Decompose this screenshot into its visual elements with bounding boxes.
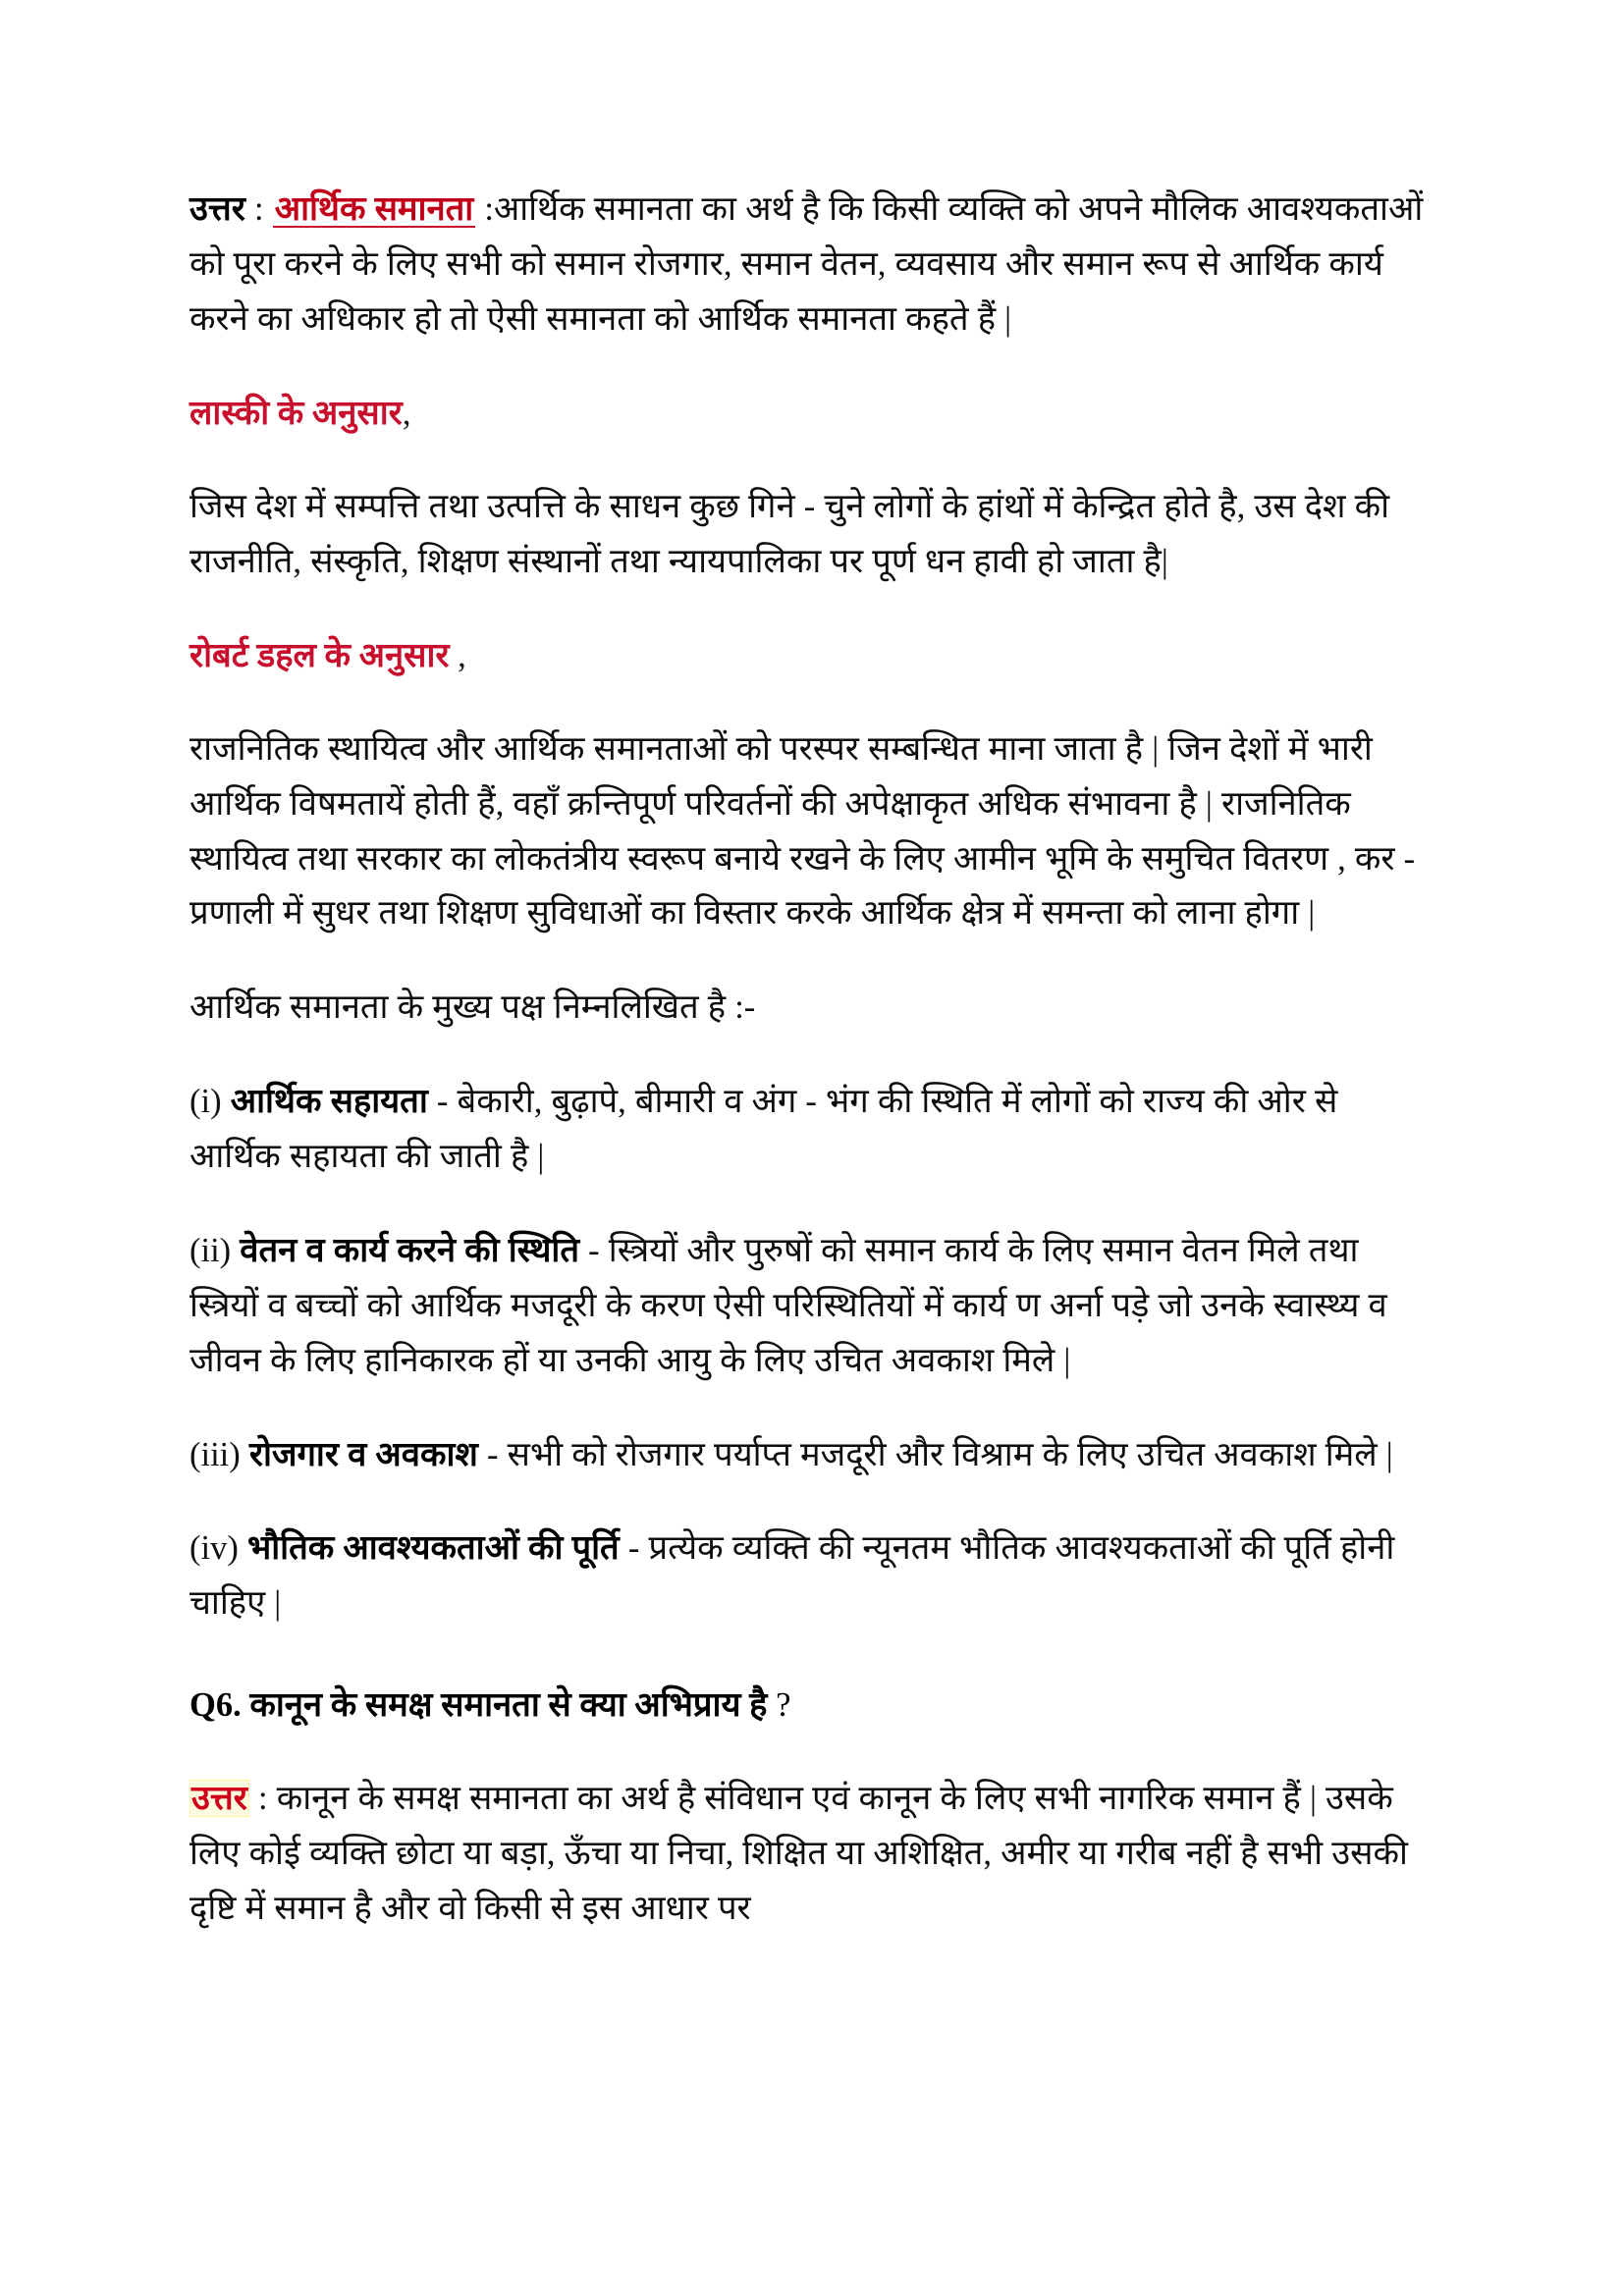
dahl-heading-comma: , — [449, 636, 466, 674]
aspect-item — [189, 1224, 1432, 1389]
answer-colon-1: : — [244, 190, 273, 228]
aspect-item — [189, 1522, 1432, 1631]
aspect-marker: (iv) — [189, 1529, 239, 1568]
answer-body-1: आर्थिक समानता का अर्थ है कि किसी व्यक्ति को अपने मौलिक आवश्यकताओं को पूरा करने के लिए सभी को समान रोजगार, समान वेतन, व्यवसाय और समान रूप से आर्थिक कार्य करने का अधिकार हो तो ऐसी समानता को आर्थिक समानता कहते हैं | — [189, 190, 1424, 338]
topic-colon: : — [475, 190, 494, 228]
aspect-dash: - — [477, 1435, 508, 1473]
aspect-title: रोजगार व अवकाश — [248, 1435, 478, 1473]
question-text: कानून के समक्ष समानता से क्या अभिप्राय है — [241, 1686, 777, 1725]
answer-paragraph-1 — [189, 183, 1432, 347]
answer-label-1: उत्तर — [189, 190, 245, 228]
aspect-item — [189, 1075, 1432, 1185]
aspect-title: भौतिक आवश्यकताओं की पूर्ति — [246, 1529, 620, 1568]
answer-label-2: उत्तर — [191, 1780, 247, 1818]
aspect-marker: (i) — [189, 1083, 222, 1121]
question-mark: ? — [776, 1686, 791, 1725]
aspect-dash: - — [579, 1231, 609, 1269]
dahl-paragraph: राजनितिक स्थायित्व और आर्थिक समानताओं को परस्पर सम्बन्धित माना जाता है | जिन देशों में भारी आर्थिक विषमतायें होती हैं, वहाँ क्रन्तिपूर्ण परिवर्तनों की अपेक्षाकृत अधिक संभावना है | राजनितिक स्थायित्व तथा सरकार का लोकतंत्रीय स्वरूप बनाये रखने के लिए आमीन भूमि के समुचित वितरण , कर - प्रणाली में सुधर तथा शिक्षण सुविधाओं का विस्तार करके आर्थिक क्षेत्र में समन्ता को लाना होगा | — [189, 729, 1416, 933]
answer-paragraph-2 — [189, 1772, 1432, 1937]
page-content — [189, 183, 1432, 1937]
laski-heading-comma: , — [402, 394, 411, 432]
topic-highlight: आर्थिक समानता — [274, 190, 474, 228]
question-6-heading — [189, 1679, 1432, 1733]
aspect-dash: - — [619, 1529, 649, 1568]
aspect-dash: - — [427, 1083, 458, 1121]
dahl-heading — [189, 629, 1432, 683]
aspect-text: प्रत्येक व्यक्ति की न्यूनतम भौतिक आवश्यकताओं की पूर्ति होनी चाहिए | — [189, 1529, 1395, 1623]
aspects-intro: आर्थिक समानता के मुख्य पक्ष निम्नलिखित है :- — [189, 988, 756, 1027]
aspect-text: बेकारी, बुढ़ापे, बीमारी व अंग - भंग की स्थिति में लोगों को राज्य की ओर से आर्थिक सहायता की जाती है | — [189, 1083, 1338, 1175]
laski-heading — [189, 387, 1432, 441]
aspect-item — [189, 1428, 1432, 1483]
aspect-marker: (iii) — [189, 1435, 241, 1473]
answer-body-2: कानून के समक्ष समानता का अर्थ है संविधान एवं कानून के लिए सभी नागरिक समान हैं | उसके लिए कोई व्यक्ति छोटा या बड़ा, ऊँचा या निचा, शिक्षित या अशिक्षित, अमीर या गरीब नहीं है सभी उसकी दृष्टि में समान है और वो किसी से इस आधार पर — [189, 1780, 1408, 1928]
aspect-text: सभी को रोजगार पर्याप्त मजदूरी और विश्राम के लिए उचित अवकाश मिले | — [507, 1435, 1393, 1473]
aspect-title: आर्थिक सहायता — [230, 1083, 428, 1121]
aspect-marker: (ii) — [189, 1231, 232, 1269]
question-number: Q6. — [189, 1686, 242, 1725]
dahl-heading-text: रोबर्ट डहल के अनुसार — [189, 636, 450, 674]
answer-colon-2: : — [248, 1780, 277, 1818]
aspect-title: वेतन व कार्य करने की स्थिति — [240, 1231, 580, 1269]
aspect-text: स्त्रियों और पुरुषों को समान कार्य के लिए समान वेतन मिले तथा स्त्रियों व बच्चों को आर्थिक मजदूरी के करण ऐसी परिस्थितियों में कार्य ण अर्ना पड़े जो उनके स्वास्थ्य व जीवन के लिए हानिकारक हों या उनकी आयु के लिए उचित अवकाश मिले | — [189, 1231, 1387, 1379]
laski-paragraph: जिस देश में सम्पत्ति तथा उत्पत्ति के साधन कुछ गिने - चुने लोगों के हांथों में केन्द्रित होते है, उस देश की राजनीति, संस्कृति, शिक्षण संस्थानों तथा न्यायपालिका पर पूर्ण धन हावी हो जाता है| — [189, 487, 1390, 580]
laski-heading-text: लास्की के अनुसार — [189, 394, 403, 432]
